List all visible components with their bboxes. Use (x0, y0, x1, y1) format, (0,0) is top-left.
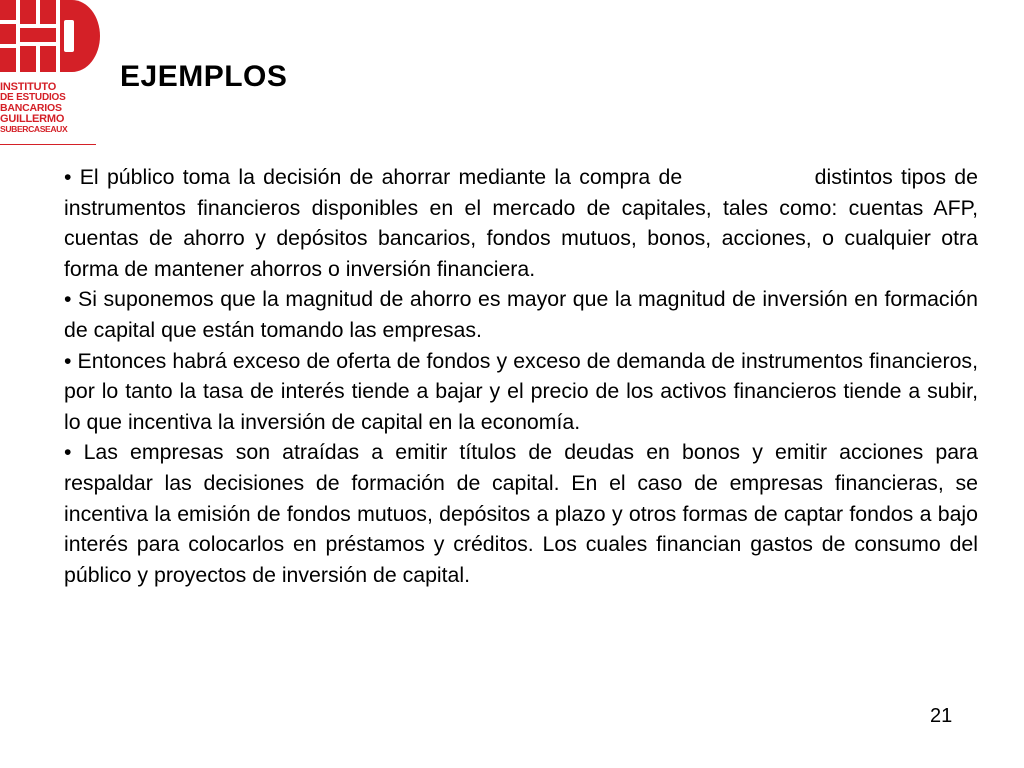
logo-underline (0, 144, 96, 145)
logo-line-2: DE ESTUDIOS (0, 91, 66, 103)
page-number: 21 (930, 705, 953, 727)
logo-text (0, 82, 100, 135)
institute-logo (0, 0, 100, 150)
logo-line-3: BANCARIOS (0, 102, 62, 114)
logo-line-5: SUBERCASEAUX (0, 124, 68, 134)
bullet-paragraph: • Entonces habrá exceso de oferta de fondos y exceso de demanda de instrumentos financieros, por lo tanto la tasa de interés tiende a bajar y el precio de los activos financieros tiende a subir, lo que incentiva la inversión de capital en la economía. (64, 348, 978, 434)
bullet-paragraph: • Las empresas son atraídas a emitir títulos de deudas en bonos y emitir acciones para respaldar las decisiones de formación de capital. En el caso de empresas financieras, se incentiva la emisión de fondos mutuos, depósitos a plazo y otros formas de captar fondos a bajo interés para colocarlos en préstamos y créditos. Los cuales financian gastos de consumo del público y proyectos de inversión de capital. (64, 440, 978, 587)
logo-line-1: INSTITUTO (0, 81, 57, 93)
bullet-paragraph: • El público toma la decisión de ahorrar mediante la compra de distintos tipos de instrumentos financieros disponibles en el mercado de capitales, tales como: cuentas AFP, cuentas de ahorro y depósitos bancarios, fondos mutuos, bonos, acciones, o cualquier otra forma de mantener ahorros o inversión financiera. (64, 165, 984, 281)
slide-title: EJEMPLOS (120, 60, 288, 93)
institute-logo-icon (0, 0, 100, 80)
logo-line-4: GUILLERMO (0, 112, 65, 125)
bullet-paragraph: • Si suponemos que la magnitud de ahorro es mayor que la magnitud de inversión en formación de capital que están tomando las empresas. (64, 287, 978, 342)
slide-body (64, 162, 984, 590)
